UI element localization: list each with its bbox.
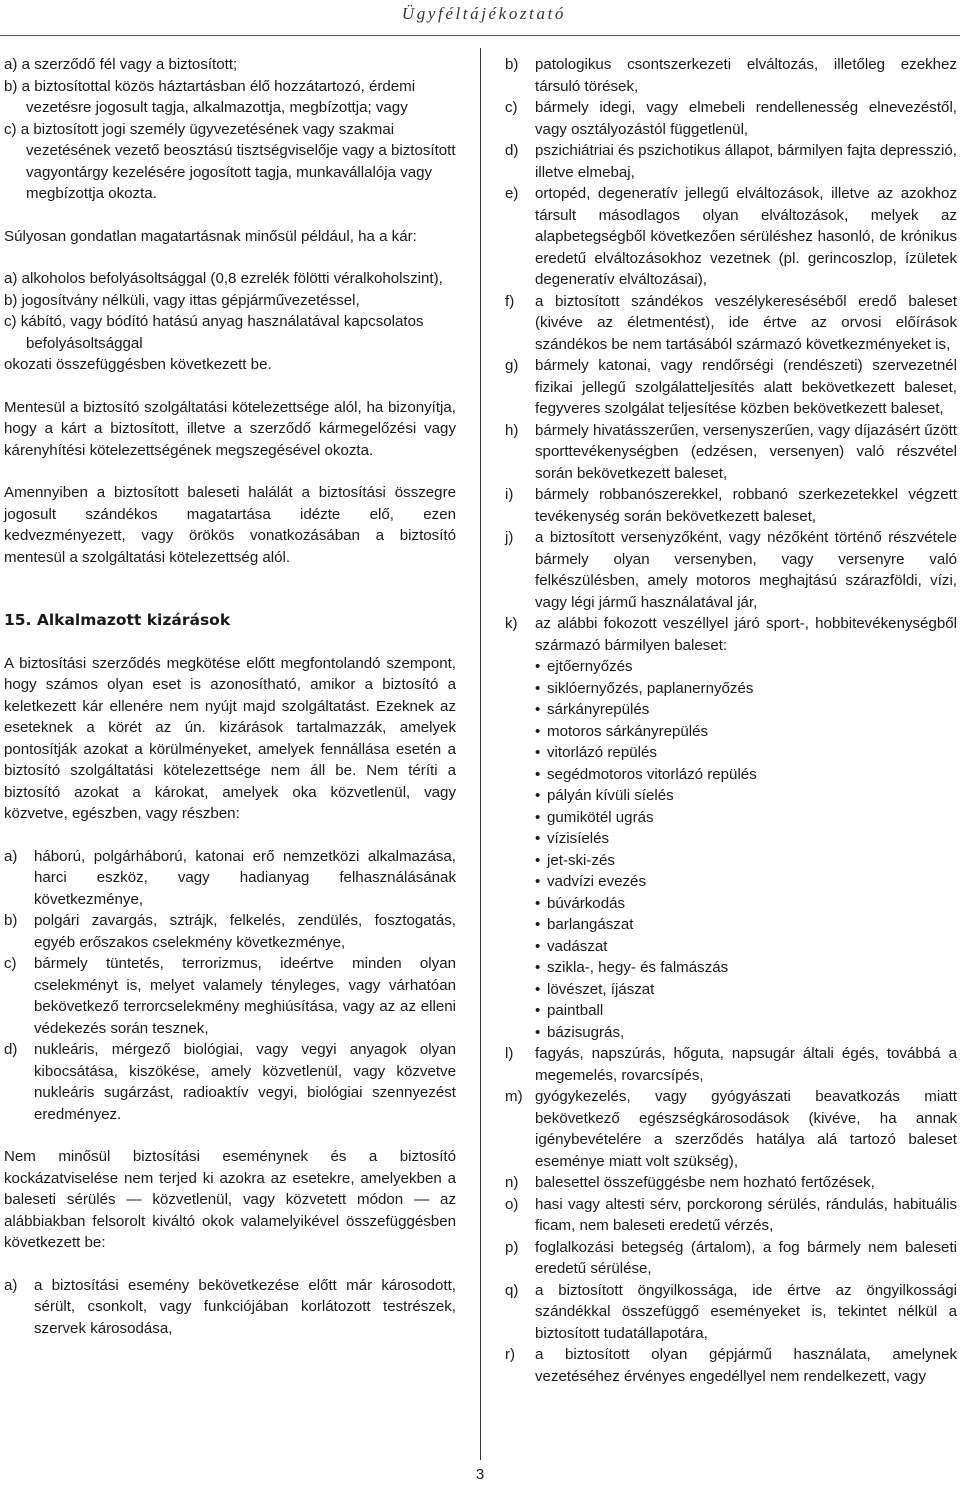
item-text: a biztosított öngyilkossága, ide értve az öngyilkossági szándékkal összefüggő eseményeket is, tekintet nélkül a biztosított tudatállapotára, — [535, 1281, 957, 1342]
list-item: • siklóernyőzés, paplanernyőzés — [535, 678, 957, 700]
cause-item — [505, 183, 957, 291]
item-text: bármely katonai, vagy rendőrségi (rendészeti) szervezetnél fizikai jellegű szolgálatteljesítés alatt bekövetkezett baleset, fegyveres szolgálat teljesítése közben bekövetkezett baleset, — [535, 357, 957, 417]
item-label: c) — [505, 99, 518, 116]
item-text: a biztosított szándékos veszélykereséséből eredő baleset (kivéve az életmentést), ide értve az orvosi előírások szándékos be nem tartásából származó következményeket is, — [535, 292, 957, 353]
cause-item — [505, 420, 957, 485]
cause-item — [505, 291, 957, 356]
paragraph-mentesul: Mentesül a biztosító szolgáltatási kötelezettsége alól, ha bizonyítja, hogy a kárt a biztosított, illetve a szerződő kármegelőzési vagy kárenyhítési kötelezettségének megszegésével okozta. — [4, 398, 456, 459]
list-item: • lövészet, íjászat — [535, 979, 957, 1001]
list-item: • ejtőernyőzés — [535, 656, 957, 678]
cause-item — [505, 140, 957, 183]
item-label: c) — [4, 955, 17, 972]
list-item: • motoros sárkányrepülés — [535, 721, 957, 743]
list-item: • paintball — [535, 1000, 957, 1022]
cause-item — [505, 1237, 957, 1280]
cause-item — [505, 355, 957, 420]
list-item: • vadászat — [535, 936, 957, 958]
item-label: m) — [505, 1088, 523, 1105]
item-text: bármely hivatásszerűen, versenyszerűen, vagy díjazásért űzött sporttevékenységben (edzésen, versenyen) való részvétel során bekövetkezett baleset, — [535, 421, 957, 482]
header-divider — [0, 35, 960, 36]
paragraph-sulyosan: Súlyosan gondatlan magatartásnak minősül például, ha a kár: — [4, 227, 417, 245]
item-label: j) — [505, 529, 514, 546]
item-label: g) — [505, 357, 519, 374]
item-label: q) — [505, 1281, 519, 1299]
item-text: háború, polgárháború, katonai erő nemzetközi alkalmazása, harci eszköz, vagy hadianyag felhasználásának következménye, — [34, 847, 456, 908]
item-text: pszichiátriai és pszichotikus állapot, bármilyen fajta depresszió, illetve elmebaj, — [535, 142, 957, 181]
cause-item — [505, 1344, 957, 1387]
item-label: l) — [505, 1045, 514, 1062]
list-item: • gumikötél ugrás — [535, 807, 957, 829]
item-label: n) — [505, 1174, 519, 1191]
item-text: balesettel összefüggésbe nem hozható fertőzések, — [535, 1174, 875, 1191]
gross-negligence-item: a) alkoholos befolyásoltsággal (0,8 ezrelék fölötti véralkoholszint), — [4, 270, 443, 287]
list-item: • jet-ski-zés — [535, 850, 957, 872]
list-item: • barlangászat — [535, 914, 957, 936]
item-label: d) — [505, 142, 519, 159]
item-label: b) — [505, 56, 519, 73]
item-text: foglalkozási betegség (ártalom), a fog bármely nem baleseti eredetű sérülése, — [535, 1238, 957, 1277]
cause-item — [505, 1043, 957, 1086]
gross-negligence-item: b) jogosítvány nélküli, vagy ittas gépjárművezetéssel, — [4, 291, 360, 309]
item-text: a biztosított olyan gépjármű használata, amelynek vezetéséhez érvényes engedéllyel nem rendelkezett, vagy — [535, 1346, 957, 1385]
item-label: a) — [4, 847, 18, 865]
intro-item: c) a biztosított jogi személy ügyvezetésének vagy szakmai vezetésének vezető beosztású tisztségviselője vagy a biztosított vagyontárgy kezelésére jogosított tagja, munkavállalója vagy megbízottja okozta. — [4, 120, 456, 202]
item-text: patologikus csontszerkezeti elváltozás, illetőleg ezekhez társuló törések, — [535, 56, 957, 95]
cause-item — [505, 1194, 957, 1237]
header-title: Ügyféltájékoztató — [401, 4, 566, 23]
item-label: o) — [505, 1195, 519, 1213]
item-label: p) — [505, 1238, 519, 1256]
item-label: i) — [505, 486, 514, 503]
item-label: f) — [505, 292, 515, 310]
item-text: ortopéd, degeneratív jellegű elváltozások, illetve az azokhoz társult másodlagos olyan elváltozások, melyek az alapbetegségből következően sérüléshez hasonló, de krónikus eredetű elváltozásokhoz vezetnek (pl. gerincoszlop, ízületek degeneratív elváltozásai), — [535, 185, 957, 288]
page-header — [0, 0, 960, 36]
list-item: • vízisíelés — [535, 828, 957, 850]
item-label: r) — [505, 1346, 516, 1363]
list-item: • segédmotoros vitorlázó repülés — [535, 764, 957, 786]
paragraph-amennyiben: Amennyiben a biztosított baleseti halálát a biztosítási összegre jogosult szándékos magatartása idézte elő, ezen kedvezményezett, vagy örökös vonatkozásában a biztosító mentesül a szolgáltatási kötelezettség alól. — [4, 484, 456, 566]
cause-item — [505, 97, 957, 140]
exclusion-item — [4, 1039, 456, 1125]
cause-item — [505, 1280, 957, 1345]
item-text: fagyás, napszúrás, hőguta, napsugár általi égés, továbbá a megemelés, rovarcsípés, — [535, 1045, 957, 1084]
cause-item — [4, 1275, 456, 1340]
sports-list — [505, 656, 957, 1043]
list-item: • bázisugrás, — [535, 1022, 957, 1044]
list-item: • szikla-, hegy- és falmászás — [535, 957, 957, 979]
left-column — [4, 54, 456, 1339]
item-text: gyógykezelés, vagy gyógyászati beavatkozás miatt bekövetkező egészségkárosodások (kivéve, ha annak igénybevételére a szerződés hatálya alá tartozó baleset eseménye miatt volt szükség), — [535, 1088, 957, 1170]
cause-item — [505, 1172, 957, 1194]
exclusion-item — [4, 953, 456, 1039]
right-column — [505, 54, 957, 1387]
item-text: polgári zavargás, sztrájk, felkelés, zendülés, fosztogatás, egyéb erőszakos cselekmény következménye, — [34, 912, 456, 951]
page-number: 3 — [475, 1466, 485, 1483]
item-text: a biztosítási esemény bekövetkezése előtt már károsodott, sérült, csonkolt, vagy funkciójában korlátozott testrészek, szervek károsodása, — [34, 1276, 456, 1337]
cause-item — [505, 1086, 957, 1172]
column-divider — [480, 48, 481, 1460]
list-item: • pályán kívüli síelés — [535, 785, 957, 807]
exclusion-item — [4, 846, 456, 911]
exclusion-item — [4, 910, 456, 953]
list-item: • vitorlázó repülés — [535, 742, 957, 764]
item-text: hasi vagy altesti sérv, porckorong sérülés, rándulás, habituális ficam, nem baleseti eredetű vérzés, — [535, 1195, 957, 1234]
item-label: b) — [4, 912, 18, 929]
cause-item — [505, 613, 957, 656]
paragraph-okozati: okozati összefüggésben következett be. — [4, 356, 272, 373]
list-item: • búvárkodás — [535, 893, 957, 915]
item-text: bármely tüntetés, terrorizmus, ideértve minden olyan cselekményt is, melyet valamely tényleges, vagy várhatóan bekövetkező terrorcselekmény meghiúsítása, vagy az az elleni védekezés során tesznek, — [34, 955, 456, 1037]
item-text: nukleáris, mérgező biológiai, vagy vegyi anyagok olyan kibocsátása, kiszökése, amely közvetlenül, vagy közvetve nukleáris sugárzást, radioaktív vegyi, biológiai szennyezést eredményez. — [34, 1041, 456, 1123]
paragraph-nem-minosul: Nem minősül biztosítási eseménynek és a biztosító kockázatviselése nem terjed ki azokra az esetekre, amelyekben a baleseti sérülés — közvetlenül, vagy közvetett módon — az alábbiakban felsorolt kiváltó okok valamelyikével összefüggésben következett be: — [4, 1148, 456, 1251]
section-title: 15. Alkalmazott kizárások — [4, 611, 231, 629]
intro-item: b) a biztosítottal közös háztartásban élő hozzátartozó, érdemi vezetésre jogosult tagja, alkalmazottja, megbízottja; vagy — [4, 77, 416, 116]
paragraph-section-intro: A biztosítási szerződés megkötése előtt megfontolandó szempont, hogy számos olyan eset is azonosítható, amikor a biztosító a keletkezett kár ellenére nem nyújt majd szolgáltatást. Ezeknek az eseteknek a körét az ún. kizárások tartalmazzák, amelyek pontosítják azokat a körülményeket, amelyek fennállása esetén a biztosító szolgáltatási kötelezettsége nem áll be. Nem téríti a biztosító azokat a károkat, amelyek oka közvetlenül, vagy közvetve, egészben, vagy részben: — [4, 654, 456, 822]
item-text: az alábbi fokozott veszéllyel járó sport-, hobbitevékenységből származó bármilyen baleset: — [535, 615, 957, 654]
gross-negligence-item: c) kábító, vagy bódító hatású anyag használatával kapcsolatos befolyásoltsággal — [4, 313, 424, 352]
cause-item — [505, 484, 957, 527]
item-label: a) — [4, 1276, 18, 1294]
item-label: e) — [505, 185, 519, 202]
item-label: k) — [505, 615, 518, 632]
intro-item: a) a szerződő fél vagy a biztosított; — [4, 56, 238, 73]
item-label: d) — [4, 1041, 18, 1058]
item-text: bármely idegi, vagy elmebeli rendellenesség elnevezéstől, vagy osztályozástól függetlenül, — [535, 99, 957, 138]
item-label: h) — [505, 421, 519, 439]
cause-item — [505, 527, 957, 613]
list-item: • vadvízi evezés — [535, 871, 957, 893]
item-text: bármely robbanószerekkel, robbanó szerkezetekkel végzett tevékenység során bekövetkezett baleset, — [535, 486, 957, 525]
item-text: a biztosított versenyzőként, vagy nézőként történő részvétele bármely olyan versenyben, vagy versenyre való felkészülésben, amely motoros meghajtású szárazföldi, vízi, vagy légi jármű használatával jár, — [535, 529, 957, 611]
cause-item — [505, 54, 957, 97]
list-item: • sárkányrepülés — [535, 699, 957, 721]
